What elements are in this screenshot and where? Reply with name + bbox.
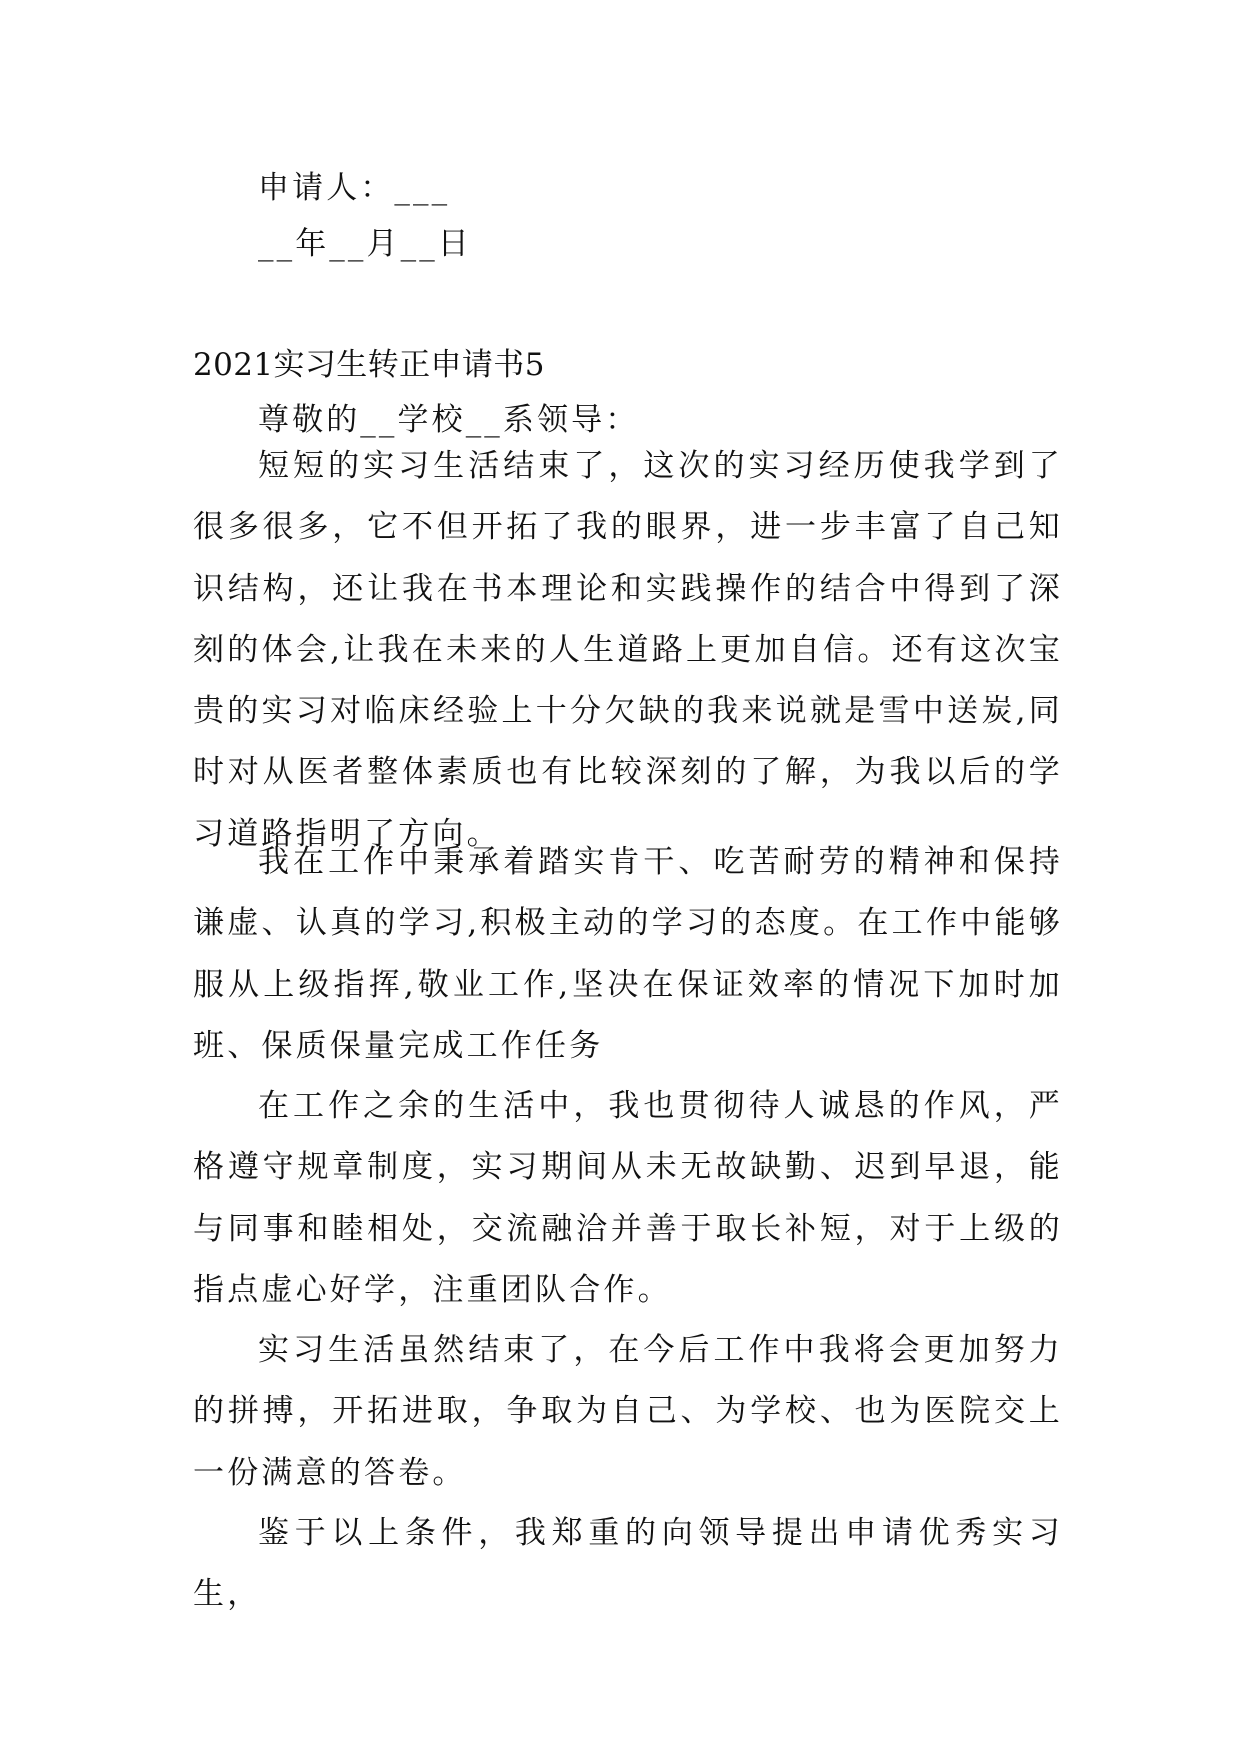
body-paragraph: 我在工作中秉承着踏实肯干、吃苦耐劳的精神和保持谦虚、认真的学习,积极主动的学习的态度。在工作中能够服从上级指挥,敬业工作,坚决在保证效率的情况下加时加班、保质保量完成工作任务 (193, 844, 1063, 1064)
body-paragraph: 短短的实习生活结束了，这次的实习经历使我学到了很多很多，它不但开拓了我的眼界，进一步丰富了自己知识结构，还让我在书本理论和实践操作的结合中得到了深刻的体会,让我在未来的人生道路上更加自信。还有这次宝贵的实习对临床经验上十分欠缺的我来说就是雪中送炭,同时对从医者整体素质也有比较深刻的了解，为我以后的学习道路指明了方向。 (193, 448, 1063, 852)
body-paragraph: 实习生活虽然结束了，在今后工作中我将会更加努力的拼搏，开拓进取，争取为自己、为学校、也为医院交上一份满意的答卷。 (193, 1332, 1063, 1491)
body-paragraph: 在工作之余的生活中，我也贯彻待人诚恳的作风，严格遵守规章制度，实习期间从未无故缺勤、迟到早退，能与同事和睦相处，交流融洽并善于取长补短，对于上级的指点虚心好学，注重团队合作。 (193, 1088, 1063, 1308)
salutation: 尊敬的__学校__系领导： (258, 402, 640, 438)
applicant-signature-line: 申请人：___ (258, 170, 451, 206)
date-line: __年__月__日 (258, 226, 472, 262)
document-title: 2021实习生转正申请书5 (193, 347, 545, 383)
body-paragraph: 鉴于以上条件，我郑重的向领导提出申请优秀实习生， (193, 1515, 1063, 1613)
